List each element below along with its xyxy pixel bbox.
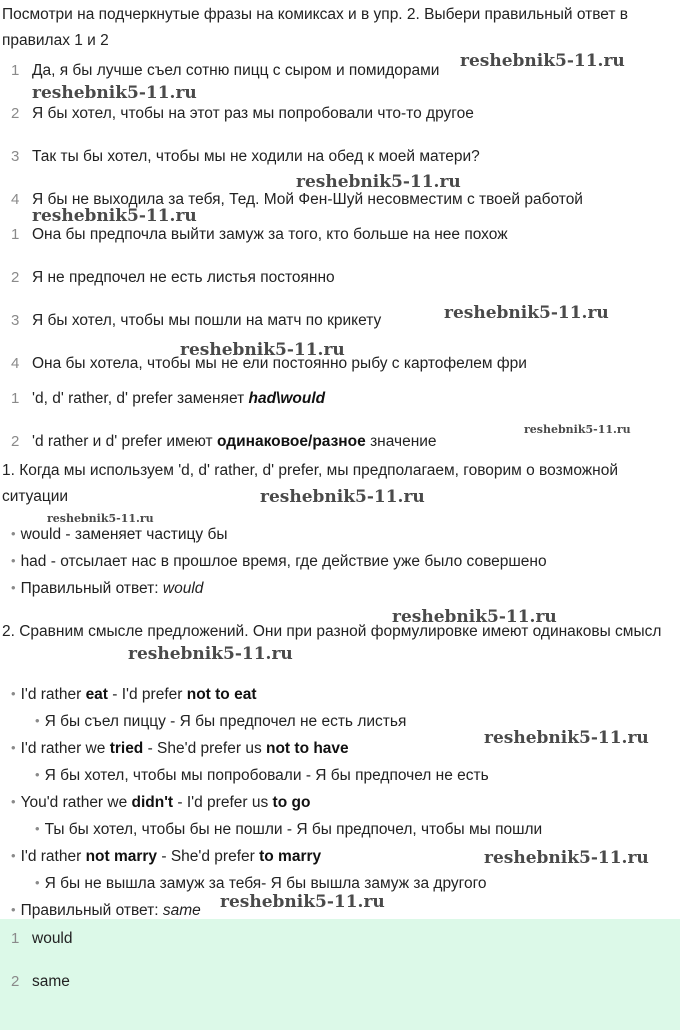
phrase-part: - I'd prefer xyxy=(107,686,187,703)
phrase-key: to marry xyxy=(259,848,322,865)
answer-item xyxy=(0,930,680,950)
item-text: Да, я бы лучше съел сотню пицц с сыром и помидорами xyxy=(32,62,440,79)
item-text: Я бы хотел, чтобы мы пошли на матч по крикету xyxy=(32,312,382,329)
phrase-part: I'd rather xyxy=(20,848,86,865)
phrase-key: to go xyxy=(272,794,311,811)
answer-number: 1 xyxy=(11,930,20,947)
translation-item: • Ты бы хотел, чтобы бы не пошли - Я бы предпочел, чтобы мы пошли xyxy=(35,821,542,839)
explanation-1-bullet: • had - отсылает нас в прошлое время, где действие уже было совершено xyxy=(11,553,547,571)
rule-text xyxy=(32,433,437,451)
item-number: 2 xyxy=(11,269,20,286)
answer-text: would xyxy=(32,930,73,947)
comparison-item xyxy=(11,848,321,866)
item-number: 4 xyxy=(11,191,20,208)
item-number: 3 xyxy=(11,148,20,165)
answer-box xyxy=(0,919,680,1030)
explanation-2-heading: 2. Сравним смысле предложений. Они при разной формулировке имеют одинаковы смысл xyxy=(2,623,662,640)
phrase-part: You'd rather we xyxy=(20,794,132,811)
phrase-key: tried xyxy=(109,740,144,757)
comparison-item xyxy=(11,794,310,812)
answer-value: same xyxy=(162,902,201,919)
rule-prefix: 'd, d' rather, d' prefer заменяет xyxy=(32,390,249,407)
phrase-key: didn't xyxy=(131,794,174,811)
phrase-part: - She'd prefer xyxy=(157,848,260,865)
watermark: reshebnik5-11.ru xyxy=(460,51,625,71)
answer-item xyxy=(0,973,680,993)
item-text: Она бы предпочла выйти замуж за того, кто больше на нее похож xyxy=(32,226,508,243)
watermark: reshebnik5-11.ru xyxy=(128,644,293,664)
item-text: Я не предпочел не есть листья постоянно xyxy=(32,269,335,286)
list-item xyxy=(0,226,680,246)
watermark: reshebnik5-11.ru xyxy=(260,487,425,507)
rule-item xyxy=(0,390,680,410)
phrase-key: not to have xyxy=(266,740,349,757)
answer-number: 2 xyxy=(11,973,20,990)
list-item xyxy=(0,148,680,168)
comparison-item xyxy=(11,740,349,758)
answer-label: Правильный ответ: xyxy=(20,902,163,919)
explanation-2-answer xyxy=(11,902,201,920)
watermark: reshebnik5-11.ru xyxy=(296,172,461,192)
watermark: reshebnik5-11.ru xyxy=(392,607,557,627)
watermark: reshebnik5-11.ru xyxy=(47,512,154,525)
watermark: reshebnik5-11.ru xyxy=(220,892,385,912)
rule-number: 1 xyxy=(11,390,20,407)
item-number: 4 xyxy=(11,355,20,372)
phrase-key: not marry xyxy=(85,848,158,865)
phrase-part: I'd rather we xyxy=(20,740,110,757)
answer-text: same xyxy=(32,973,70,990)
rule-choice: одинаковое/разное xyxy=(216,433,366,450)
translation-item: • Я бы съел пиццу - Я бы предпочел не есть листья xyxy=(35,713,406,731)
phrase-part: I'd rather xyxy=(20,686,86,703)
rule-choice: had\would xyxy=(248,390,326,407)
list-item xyxy=(0,269,680,289)
item-number: 2 xyxy=(11,105,20,122)
item-text: Я бы хотел, чтобы на этот раз мы попробовали что-то другое xyxy=(32,105,474,122)
item-number: 3 xyxy=(11,312,20,329)
watermark: reshebnik5-11.ru xyxy=(444,303,609,323)
phrase-key: eat xyxy=(85,686,108,703)
translation-item: • Я бы хотел, чтобы мы попробовали - Я бы предпочел не есть xyxy=(35,767,489,785)
watermark: reshebnik5-11.ru xyxy=(180,340,345,360)
rule-text xyxy=(32,390,325,408)
rule-prefix: 'd rather и d' prefer имеют xyxy=(32,433,217,450)
translation-item: • Я бы не вышла замуж за тебя- Я бы вышла замуж за другого xyxy=(35,875,487,893)
watermark: reshebnik5-11.ru xyxy=(524,423,631,436)
phrase-part: - She'd prefer us xyxy=(143,740,266,757)
answer-label: Правильный ответ: xyxy=(20,580,163,597)
item-text: Она бы хотела, чтобы мы не ели постоянно рыбу с картофелем фри xyxy=(32,355,527,372)
item-number: 1 xyxy=(11,226,20,243)
explanation-1-bullet: • would - заменяет частицу бы xyxy=(11,526,227,544)
rule-number: 2 xyxy=(11,433,20,450)
phrase-part: - I'd prefer us xyxy=(173,794,273,811)
item-number: 1 xyxy=(11,62,20,79)
watermark: reshebnik5-11.ru xyxy=(32,83,197,103)
watermark: reshebnik5-11.ru xyxy=(32,206,197,226)
task-instruction: Посмотри на подчеркнутые фразы на комиксах и в упр. 2. Выбери правильный ответ в правилах 1 и 2 xyxy=(2,6,629,49)
item-text: Я бы не выходила за тебя, Тед. Мой Фен-Шуй несовместим с твоей работой xyxy=(32,191,583,208)
comparison-item xyxy=(11,686,256,704)
list-item xyxy=(0,105,680,125)
explanation-1-heading: 1. Когда мы используем 'd, d' rather, d' prefer, мы предполагаем, говорим о возможной ситуации xyxy=(2,462,618,505)
explanation-1-answer xyxy=(11,580,203,598)
watermark: reshebnik5-11.ru xyxy=(484,728,649,748)
watermark: reshebnik5-11.ru xyxy=(484,848,649,868)
phrase-key: not to eat xyxy=(186,686,257,703)
rule-suffix: значение xyxy=(365,433,437,450)
answer-value: would xyxy=(162,580,204,597)
item-text: Так ты бы хотел, чтобы мы не ходили на обед к моей матери? xyxy=(32,148,480,165)
